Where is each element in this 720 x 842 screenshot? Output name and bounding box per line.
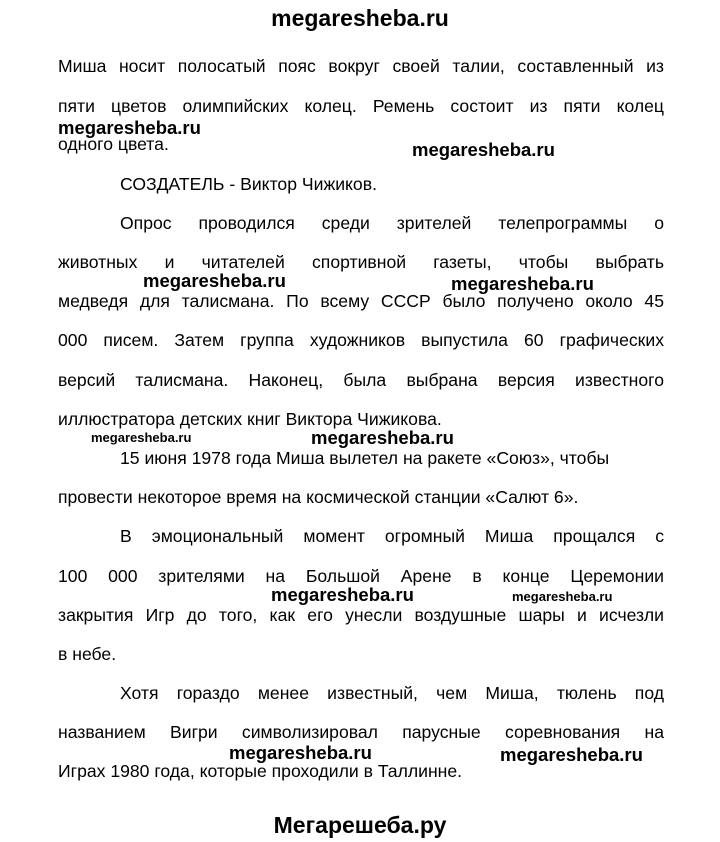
text-line: закрытия Игр до того, как его унесли воздушные шары и исчезли xyxy=(58,605,664,625)
text-line: медведя для талисмана. По всему СССР было получено около 45 xyxy=(58,291,664,311)
text-line: СОЗДАТЕЛЬ - Виктор Чижиков. xyxy=(120,174,377,194)
site-footer: Мегарешеба.ру xyxy=(273,812,447,838)
watermark: megaresheba.ru xyxy=(271,584,414,605)
text-line: 15 июня 1978 года Миша вылетел на ракете «Союз», чтобы xyxy=(120,448,610,468)
text-line: пяти цветов олимпийских колец. Ремень состоит из пяти колец xyxy=(58,96,664,116)
text-line: одного цвета. xyxy=(58,134,169,154)
text-line: животных и читателей спортивной газеты, чтобы выбрать xyxy=(58,252,664,272)
watermark: megaresheba.ru xyxy=(143,270,286,291)
text-line: названием Вигри символизировал парусные соревнования на xyxy=(58,722,664,742)
text-line: Миша носит полосатый пояс вокруг своей талии, составленный из xyxy=(58,56,664,76)
text-line: иллюстратора детских книг Виктора Чижикова. xyxy=(58,409,442,429)
watermark: megaresheba.ru xyxy=(229,742,372,763)
watermark: megaresheba.ru xyxy=(412,139,555,160)
watermark: megaresheba.ru xyxy=(451,273,594,294)
watermark: megaresheba.ru xyxy=(500,744,643,765)
text-line: Опрос проводился среди зрителей телепрограммы о xyxy=(120,213,664,233)
text-line: версий талисмана. Наконец, была выбрана версия известного xyxy=(58,370,664,390)
site-header: megaresheba.ru xyxy=(271,5,449,31)
watermark: megaresheba.ru xyxy=(311,427,454,448)
text-line: Играх 1980 года, которые проходили в Таллинне. xyxy=(58,761,463,781)
watermark: megaresheba.ru xyxy=(58,117,201,138)
text-line: В эмоциональный момент огромный Миша прощался с xyxy=(120,526,664,546)
text-line: 000 писем. Затем группа художников выпустила 60 графических xyxy=(58,330,664,350)
watermark: megaresheba.ru xyxy=(512,589,613,604)
text-line: Хотя гораздо менее известный, чем Миша, тюлень под xyxy=(120,683,664,703)
text-line: провести некоторое время на космической станции «Салют 6». xyxy=(58,487,579,507)
watermark: megaresheba.ru xyxy=(91,430,192,445)
text-line: 100 000 зрителями на Большой Арене в конце Церемонии xyxy=(58,566,664,586)
text-line: в небе. xyxy=(58,644,117,664)
